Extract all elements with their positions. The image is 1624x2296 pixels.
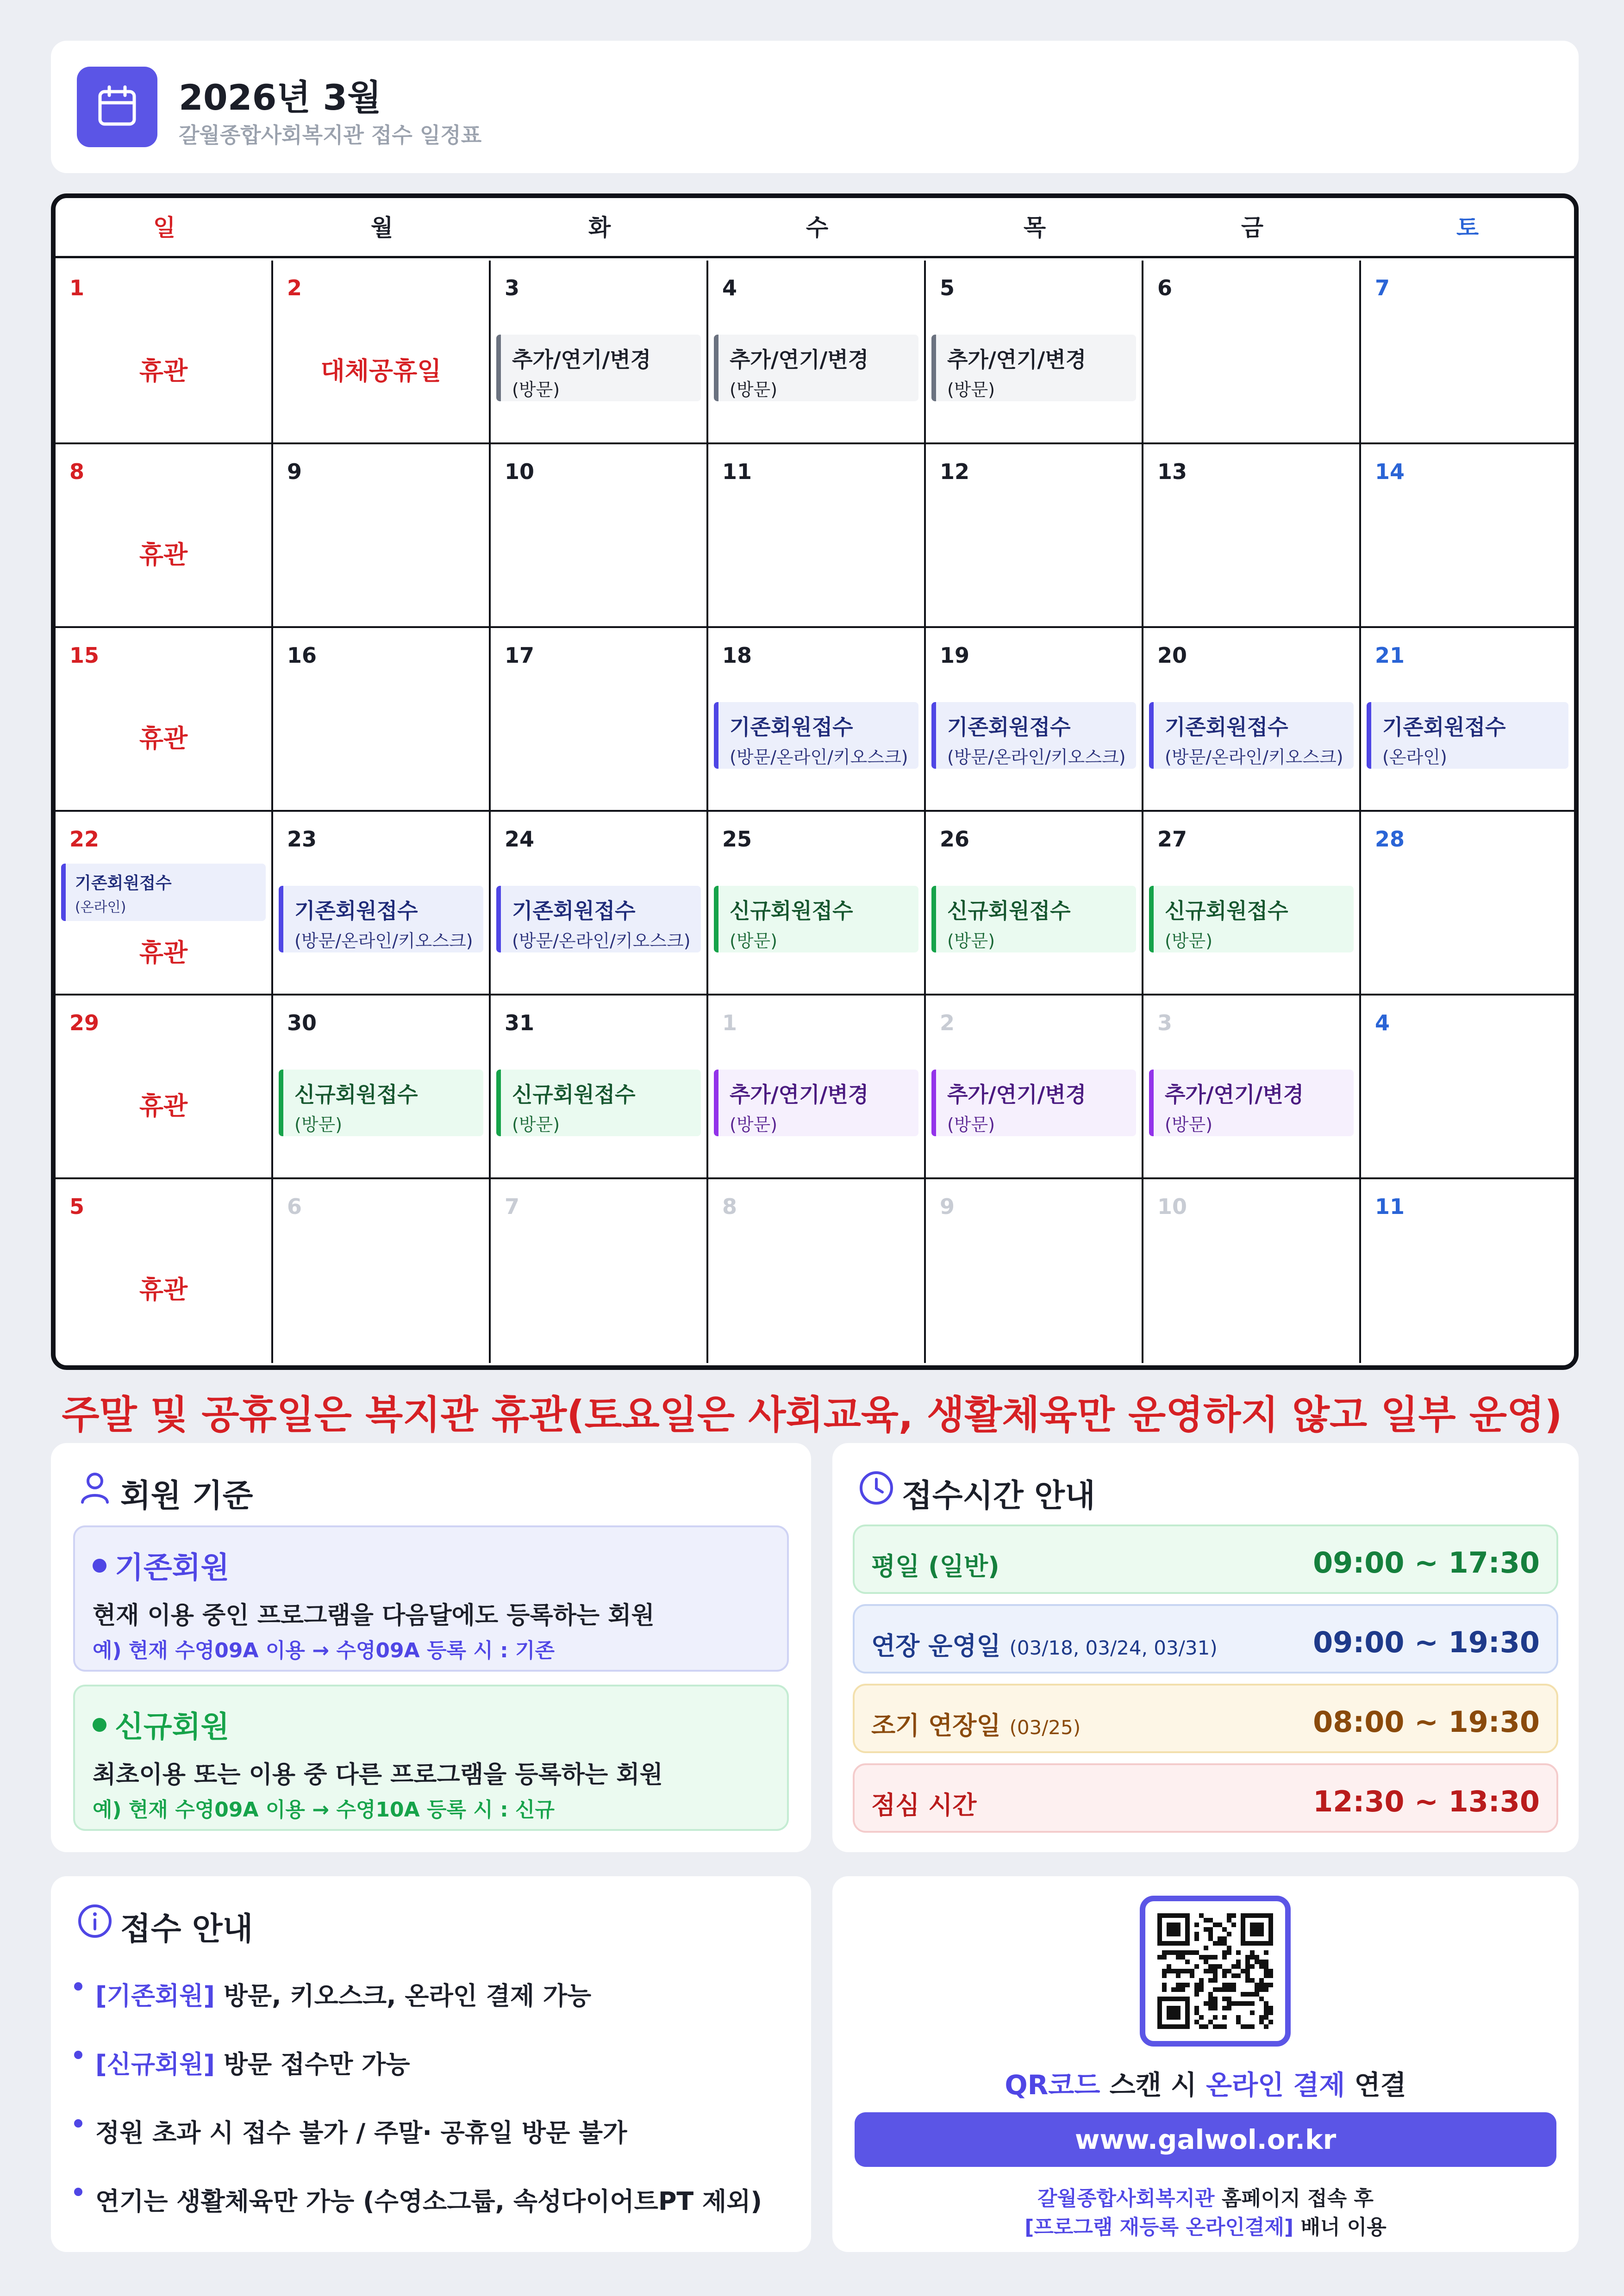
calendar-day-cell[interactable]	[926, 812, 1143, 996]
new-member-desc: 최초이용 또는 이용 중 다른 프로그램을 등록하는 회원	[93, 1761, 663, 1789]
page-subtitle: 갈월종합사회복지관 접수 일정표	[179, 123, 482, 148]
calendar-week-row	[56, 812, 1574, 996]
event-method: (방문/온라인/키오스크)	[294, 931, 473, 951]
calendar-day-cell[interactable]	[1143, 261, 1361, 444]
event-title: 기존회원접수	[947, 715, 1071, 740]
hours-value: 09:00 ~ 19:30	[1313, 1625, 1540, 1659]
day-number: 22	[69, 827, 100, 852]
calendar-day-cell[interactable]	[1143, 628, 1361, 812]
hours-value: 12:30 ~ 13:30	[1313, 1785, 1540, 1818]
calendar-day-cell[interactable]	[708, 261, 926, 444]
day-number: 3	[1157, 1010, 1173, 1035]
calendar-week-row	[56, 1179, 1574, 1363]
event-method: (방문/온라인/키오스크)	[512, 931, 691, 951]
event-title: 신규회원접수	[512, 1082, 636, 1107]
calendar-day-cell[interactable]	[273, 996, 491, 1179]
event-title: 기존회원접수	[1165, 715, 1288, 740]
new-member-heading: 신규회원	[93, 1703, 229, 1746]
day-number: 4	[1375, 1010, 1390, 1035]
event-method: (방문)	[947, 1114, 995, 1135]
calendar-day-cell[interactable]	[1143, 1179, 1361, 1363]
day-number: 9	[940, 1194, 955, 1219]
event-method: (방문)	[730, 931, 778, 951]
calendar-day-cell[interactable]	[273, 1179, 491, 1363]
info-item: [신규회원] 방문 접수만 가능	[74, 2045, 410, 2080]
weekday-label: 토	[1456, 214, 1479, 241]
calendar-day-cell[interactable]	[56, 1179, 273, 1363]
event-title: 추가/연기/변경	[947, 347, 1087, 372]
calendar-day-cell[interactable]	[926, 996, 1143, 1179]
clock-icon	[856, 1467, 897, 1509]
day-number: 6	[287, 1194, 302, 1219]
day-number: 5	[940, 275, 955, 300]
event-title: 기존회원접수	[75, 874, 172, 893]
schedule-event	[931, 335, 1136, 401]
schedule-event	[1149, 702, 1354, 769]
hours-value: 08:00 ~ 19:30	[1313, 1705, 1540, 1739]
registration-info-card	[51, 1876, 811, 2252]
day-number: 7	[1375, 275, 1390, 300]
event-title: 신규회원접수	[730, 898, 853, 923]
schedule-event	[714, 335, 918, 401]
calendar-icon	[77, 67, 157, 147]
event-method: (방문/온라인/키오스크)	[947, 747, 1126, 767]
calendar-week-row	[56, 996, 1574, 1179]
event-title: 기존회원접수	[730, 715, 853, 740]
calendar-day-cell[interactable]	[273, 628, 491, 812]
calendar-day-cell[interactable]	[56, 996, 273, 1179]
schedule-event	[496, 335, 701, 401]
page-title: 2026년 3월	[179, 77, 381, 118]
calendar-day-cell[interactable]	[708, 444, 926, 628]
day-number: 4	[722, 275, 737, 300]
event-title: 추가/연기/변경	[730, 1082, 869, 1107]
day-number: 2	[287, 275, 302, 300]
calendar-day-cell[interactable]	[56, 444, 273, 628]
day-number: 1	[722, 1010, 737, 1035]
calendar-day-cell[interactable]	[708, 812, 926, 996]
hours-label: 점심 시간	[871, 1791, 977, 1820]
closure-notice: 주말 및 공휴일은 복지관 휴관(토요일은 사회교육, 생활체육만 운영하지 않고 일부 운영)	[62, 1392, 1562, 1437]
event-method: (방문/온라인/키오스크)	[1165, 747, 1343, 767]
calendar-day-cell[interactable]	[491, 628, 708, 812]
calendar-day-cell[interactable]	[1143, 444, 1361, 628]
calendar-day-cell[interactable]	[273, 261, 491, 444]
closed-label: 휴관	[139, 356, 188, 386]
event-title: 신규회원접수	[947, 898, 1071, 923]
day-number: 9	[287, 459, 302, 484]
event-method: (방문)	[512, 1114, 560, 1135]
schedule-event	[714, 886, 918, 952]
info-item: 정원 초과 시 접수 불가 / 주말· 공휴일 방문 불가	[74, 2113, 627, 2149]
calendar-week-row	[56, 261, 1574, 444]
hours-label: 조기 연장일 (03/25)	[871, 1711, 1081, 1740]
schedule-event	[931, 1070, 1136, 1136]
calendar-day-cell[interactable]	[926, 628, 1143, 812]
calendar-day-cell[interactable]	[1143, 812, 1361, 996]
event-title: 추가/연기/변경	[1165, 1082, 1304, 1107]
bullet-dot-icon	[93, 1718, 106, 1732]
calendar-day-cell[interactable]	[56, 628, 273, 812]
info-section-title: 접수 안내	[120, 1911, 253, 1948]
day-number: 16	[287, 643, 317, 668]
weekday-label: 화	[588, 214, 611, 241]
closed-label: 휴관	[139, 724, 188, 753]
calendar-day-cell[interactable]	[1361, 628, 1574, 812]
hours-row-extended	[853, 1604, 1558, 1674]
event-title: 기존회원접수	[294, 898, 418, 923]
event-method: (방문)	[1165, 931, 1213, 951]
day-number: 5	[69, 1194, 85, 1219]
day-number: 23	[287, 827, 317, 852]
bullet-dot-icon	[93, 1559, 106, 1573]
schedule-event	[1149, 886, 1354, 952]
existing-member-heading: 기존회원	[93, 1544, 229, 1587]
calendar-day-cell[interactable]	[56, 812, 273, 996]
info-icon	[74, 1900, 116, 1942]
day-number: 10	[1157, 1194, 1187, 1219]
qr-note-line2: [프로그램 재등록 온라인결제] 배너 이용	[1024, 2215, 1387, 2239]
event-method: (온라인)	[75, 899, 126, 915]
weekday-label: 목	[1023, 214, 1046, 241]
event-method: (온라인)	[1382, 747, 1447, 767]
event-method: (방문)	[730, 380, 778, 400]
calendar-day-cell[interactable]	[491, 996, 708, 1179]
calendar-day-cell[interactable]	[1361, 812, 1574, 996]
bullet-dot-icon	[74, 2119, 82, 2128]
schedule-event	[931, 702, 1136, 769]
calendar-day-cell[interactable]	[926, 444, 1143, 628]
day-number: 11	[1375, 1194, 1405, 1219]
day-number: 20	[1157, 643, 1187, 668]
closed-label: 휴관	[139, 1275, 188, 1304]
calendar-day-cell[interactable]	[273, 444, 491, 628]
day-number: 17	[505, 643, 535, 668]
schedule-event	[714, 1070, 918, 1136]
hours-value: 09:00 ~ 17:30	[1313, 1546, 1540, 1580]
new-member-example: 예) 현재 수영09A 이용 → 수영10A 등록 시 : 신규	[93, 1798, 555, 1822]
calendar-week-row	[56, 444, 1574, 628]
calendar-day-cell[interactable]	[1361, 996, 1574, 1179]
closed-label: 대체공휴일	[320, 356, 442, 386]
day-number: 29	[69, 1010, 100, 1035]
calendar-day-cell[interactable]	[926, 261, 1143, 444]
calendar-day-cell[interactable]	[708, 996, 926, 1179]
event-method: (방문)	[512, 380, 560, 400]
calendar-grid	[51, 193, 1579, 1370]
calendar-day-cell[interactable]	[491, 444, 708, 628]
existing-member-example: 예) 현재 수영09A 이용 → 수영09A 등록 시 : 기존	[93, 1639, 555, 1662]
day-number: 10	[505, 459, 535, 484]
hours-note: (03/18, 03/24, 03/31)	[1009, 1636, 1218, 1659]
hours-section-title: 접수시간 안내	[902, 1478, 1095, 1514]
person-icon	[74, 1467, 116, 1509]
hours-label: 연장 운영일 (03/18, 03/24, 03/31)	[871, 1631, 1218, 1661]
hours-row-weekday	[853, 1524, 1558, 1594]
day-number: 30	[287, 1010, 317, 1035]
day-number: 11	[722, 459, 752, 484]
hours-row-early	[853, 1684, 1558, 1753]
weekday-label: 금	[1241, 214, 1264, 241]
event-title: 신규회원접수	[1165, 898, 1288, 923]
event-title: 추가/연기/변경	[947, 1082, 1087, 1107]
day-number: 14	[1375, 459, 1405, 484]
event-title: 신규회원접수	[294, 1082, 418, 1107]
event-title: 추가/연기/변경	[730, 347, 869, 372]
calendar-day-cell[interactable]	[708, 628, 926, 812]
calendar-day-cell[interactable]	[1361, 261, 1574, 444]
hours-card	[832, 1443, 1579, 1852]
weekday-label: 일	[153, 214, 176, 241]
qr-note-line1: 갈월종합사회복지관 홈페이지 접속 후	[1037, 2187, 1374, 2210]
day-number: 25	[722, 827, 752, 852]
day-number: 18	[722, 643, 752, 668]
day-number: 15	[69, 643, 100, 668]
schedule-event	[279, 1070, 483, 1136]
calendar-day-cell[interactable]	[708, 1179, 926, 1363]
schedule-event	[279, 886, 483, 952]
schedule-event	[714, 702, 918, 769]
day-number: 12	[940, 459, 970, 484]
schedule-event	[1149, 1070, 1354, 1136]
closed-label: 휴관	[139, 938, 188, 967]
member-section-title: 회원 기준	[120, 1478, 253, 1514]
closed-label: 휴관	[139, 1091, 188, 1120]
homepage-url-button[interactable]: www.galwol.or.kr	[855, 2112, 1556, 2167]
schedule-event	[61, 864, 266, 921]
event-title: 기존회원접수	[512, 898, 636, 923]
info-item: [기존회원] 방문, 키오스크, 온라인 결제 가능	[74, 1976, 591, 2012]
hours-note: (03/25)	[1009, 1716, 1081, 1739]
day-number: 31	[505, 1010, 535, 1035]
day-number: 1	[69, 275, 85, 300]
day-number: 2	[940, 1010, 955, 1035]
day-number: 24	[505, 827, 535, 852]
schedule-event	[496, 886, 701, 952]
day-number: 19	[940, 643, 970, 668]
schedule-event	[496, 1070, 701, 1136]
calendar-day-cell[interactable]	[1361, 444, 1574, 628]
schedule-event	[1367, 702, 1568, 769]
hours-label: 평일 (일반)	[871, 1552, 999, 1581]
bullet-dot-icon	[74, 2051, 82, 2059]
info-item: 연기는 생활체육만 가능 (수영소그룹, 속성다이어트PT 제외)	[74, 2182, 762, 2217]
event-method: (방문)	[947, 931, 995, 951]
event-method: (방문)	[947, 380, 995, 400]
hours-row-lunch	[853, 1763, 1558, 1833]
calendar-day-cell[interactable]	[1143, 996, 1361, 1179]
existing-member-box	[73, 1525, 789, 1672]
closed-label: 휴관	[139, 540, 188, 569]
day-number: 7	[505, 1194, 520, 1219]
event-title: 기존회원접수	[1382, 715, 1506, 740]
calendar-day-cell[interactable]	[56, 261, 273, 444]
event-method: (방문)	[730, 1114, 778, 1135]
calendar-day-cell[interactable]	[491, 261, 708, 444]
calendar-day-cell[interactable]	[491, 1179, 708, 1363]
weekday-label: 수	[806, 214, 829, 241]
qr-card	[832, 1876, 1579, 2252]
bullet-dot-icon	[74, 1982, 82, 1991]
calendar-day-cell[interactable]	[273, 812, 491, 996]
day-number: 6	[1157, 275, 1173, 300]
new-member-box	[73, 1685, 789, 1831]
qr-caption: QR코드 스캔 시 온라인 결제 연결	[1005, 2069, 1406, 2101]
calendar-day-cell[interactable]	[1361, 1179, 1574, 1363]
calendar-day-cell[interactable]	[491, 812, 708, 996]
day-number: 26	[940, 827, 970, 852]
schedule-event	[931, 886, 1136, 952]
event-method: (방문)	[294, 1114, 343, 1135]
existing-member-desc: 현재 이용 중인 프로그램을 다음달에도 등록하는 회원	[93, 1602, 655, 1630]
header-card	[51, 41, 1579, 173]
calendar-week-row	[56, 628, 1574, 812]
bullet-dot-icon	[74, 2188, 82, 2196]
day-number: 3	[505, 275, 520, 300]
qr-code-icon[interactable]	[1140, 1896, 1291, 2047]
event-method: (방문)	[1165, 1114, 1213, 1135]
weekday-header-row	[56, 198, 1574, 258]
calendar-day-cell[interactable]	[926, 1179, 1143, 1363]
day-number: 8	[69, 459, 85, 484]
day-number: 8	[722, 1194, 737, 1219]
day-number: 13	[1157, 459, 1187, 484]
weekday-label: 월	[370, 214, 394, 241]
event-method: (방문/온라인/키오스크)	[730, 747, 908, 767]
member-criteria-card	[51, 1443, 811, 1852]
day-number: 21	[1375, 643, 1405, 668]
day-number: 27	[1157, 827, 1187, 852]
day-number: 28	[1375, 827, 1405, 852]
event-title: 추가/연기/변경	[512, 347, 651, 372]
